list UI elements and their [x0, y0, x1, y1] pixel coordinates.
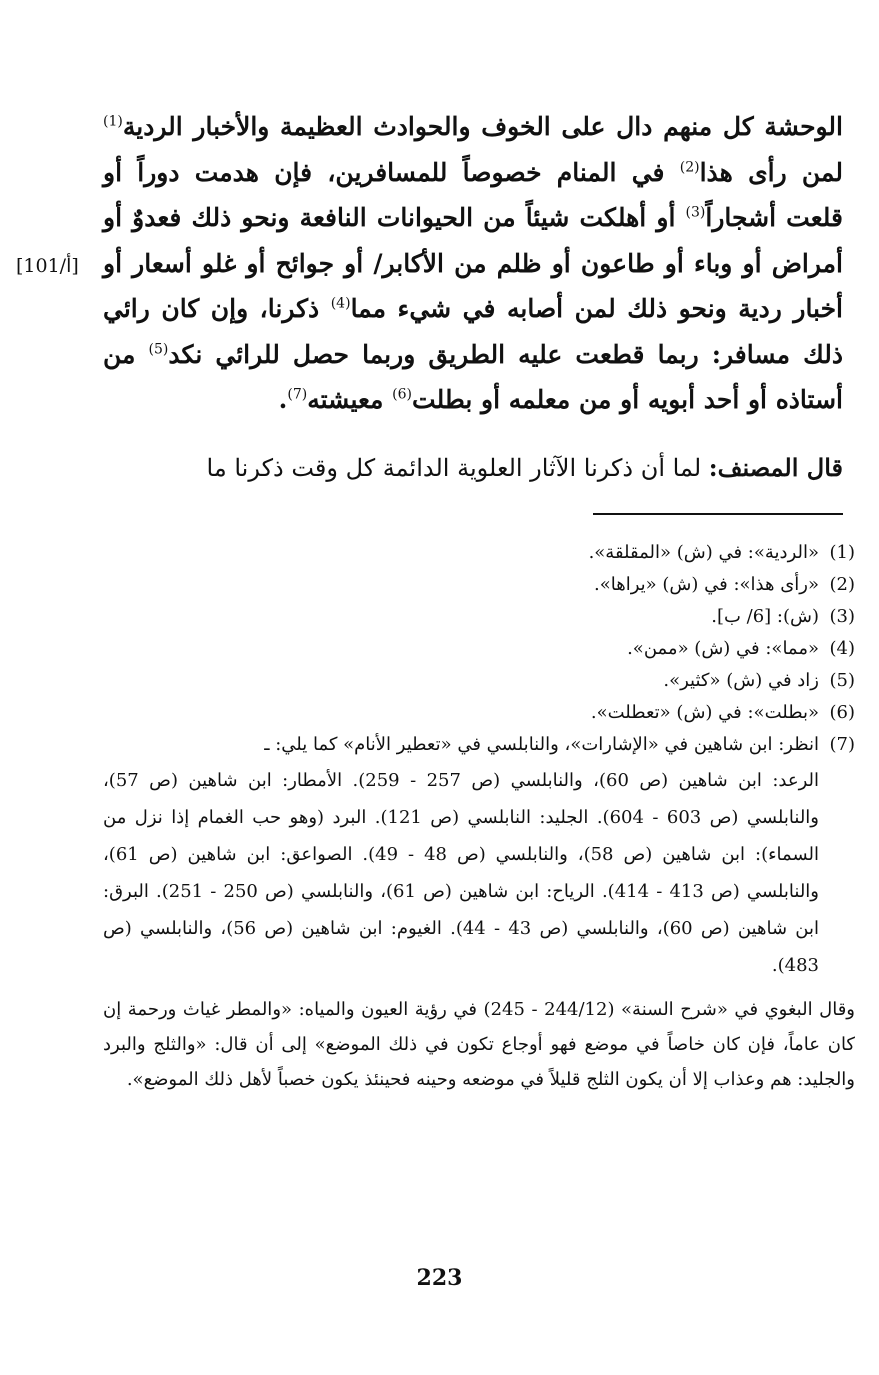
- footnote-text: «مما»: في (ش) «ممن».: [627, 638, 819, 659]
- footnote: [103, 698, 855, 728]
- footnote: [103, 730, 855, 760]
- footnote-text: زاد في (ش) «كثير».: [663, 670, 819, 691]
- footnote-text: انظر: ابن شاهين في «الإشارات»، والنابلسي في «تعطير الأنام» كما يلي: ـ: [264, 734, 819, 755]
- main-paragraph: الوحشة كل منهم دال على الخوف والحوادث العظيمة والأخبار الردية$^{(1)}$ لمن رأى هذا$^{(2)}$ في المنام خصوصاً للمسافرين، فإن هدمت دوراً أو قلعت أشجاراً$^{(3)}$ أو أهلكت شيئاً من الحيوانات النافعة ونحو ذلك فعدوٌ أو أمراض أو وباء أو طاعون أو ظلم من الأكابر/ أو جوائح أو غلو أسعار أو أخبار ردية ونحو ذلك لمن أصابه في شيء مما$^{(4)}$ ذكرنا، وإن كان رائي ذلك مسافر: ربما قطعت عليه الطريق وربما حصل للرائي نكد$^{(5)}$ من أستاذه أو أحد أبويه أو من معلمه أو بطلت$^{(6)}$ معيشته$^{(7)}$.: [103, 112, 844, 414]
- footnote: [103, 666, 855, 696]
- footnote-7-detail: الرعد: ابن شاهين (ص 60)، والنابلسي (ص 257 - 259). الأمطار: ابن شاهين (ص 57)، والنابلسي (ص 603 - 604). الجليد: النابلسي (ص 121). البرد (وهو حب الغمام إذا نزل من السماء): ابن شاهين (ص 58)، والنابلسي (ص 48 - 49). الصواعق: ابن شاهين (ص 61)، والنابلسي (ص 413 - 414). الرياح: ابن شاهين (ص 61)، والنابلسي (ص 250 - 251). البرق: ابن شاهين (ص 60)، والنابلسي (ص 43 - 44). الغيوم: ابن شاهين (ص 56)، والنابلسي (ص 483).: [103, 770, 820, 976]
- footnote-number: (6): [829, 702, 855, 723]
- footnote-number: (1): [829, 542, 855, 563]
- footnote: [103, 634, 855, 664]
- footnote-text: (ش): [6/ ب].: [711, 606, 819, 627]
- footnote: [103, 570, 855, 600]
- footnote-text: «رأى هذا»: في (ش) «يراها».: [594, 574, 819, 595]
- author-text: لما أن ذكرنا الآثار العلوية الدائمة كل وقت ذكرنا ما: [206, 454, 702, 482]
- footnote-text: «بطلت»: في (ش) «تعطلت».: [590, 702, 819, 723]
- manuscript-folio-reference: [101/أ]: [16, 255, 79, 277]
- author-lead: قال المصنف:: [708, 453, 843, 482]
- footnotes-section: [103, 538, 855, 1097]
- footnote-number: (3): [829, 606, 855, 627]
- footnote-separator: [593, 513, 843, 515]
- footnote-number: (2): [829, 574, 855, 595]
- footnote: [103, 538, 855, 568]
- footnote-number: (7): [829, 734, 855, 755]
- footnote-number: (5): [829, 670, 855, 691]
- footnote-text: «الردية»: في (ش) «المقلقة».: [588, 542, 819, 563]
- author-paragraph: [103, 448, 843, 488]
- footnote-7-baghawi-quote: وقال البغوي في «شرح السنة» (244/12 - 245) في رؤية العيون والمياه: «والمطر غياث ورحمة إن كان عاماً، فإن كان خاصاً في موضع فهو أوجاع تكون في ذلك الموضع» إلى أن قال: «والثلج والبرد والجليد: هم وعذاب إلا أن يكون الثلج قليلاً في موضعه وحينه فحينئذ يكون خصباً لأهل ذلك الموضع».: [103, 999, 855, 1090]
- footnote: [103, 602, 855, 632]
- footnote-number: (4): [829, 638, 855, 659]
- page-number: 223: [416, 1265, 463, 1291]
